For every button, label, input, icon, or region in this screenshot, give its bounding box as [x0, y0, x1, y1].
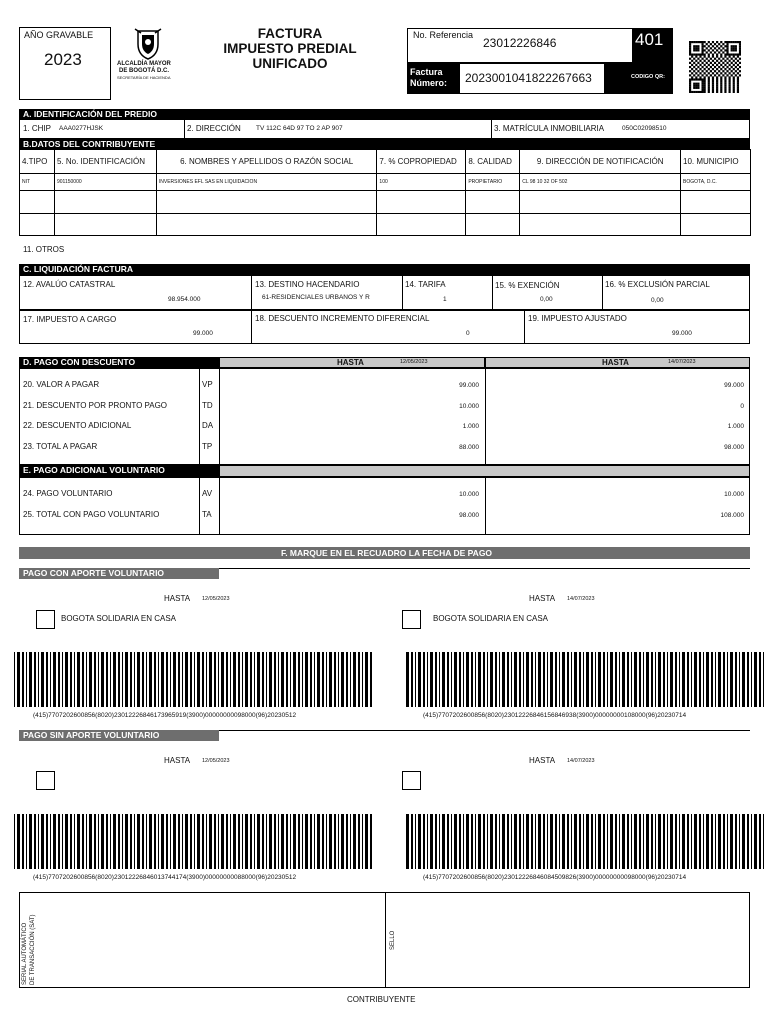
tarifa-label: 14. TARIFA — [405, 280, 446, 289]
cell-nombres: INVERSIONES EFL SAS EN LIQUIDACION — [156, 174, 377, 191]
avaluo-label: 12. AVALÚO CATASTRAL — [23, 280, 116, 289]
title-line-3: UNIFICADO — [252, 56, 328, 71]
matricula-value: 050C02098510 — [622, 125, 667, 132]
pago-descuento-row-code: DA — [202, 421, 214, 430]
referencia-value: 23012226846 — [483, 36, 557, 50]
pago-descuento-row-code: VP — [202, 380, 213, 389]
logo-text-1: ALCALDÍA MAYOR — [117, 61, 171, 67]
sello-label: SELLO — [390, 930, 396, 950]
impuesto-label: 17. IMPUESTO A CARGO — [23, 315, 117, 324]
barcode-sin-aporte-2 — [406, 814, 764, 869]
con-hasta-date-1: 12/05/2023 — [202, 596, 230, 602]
destino-label: 13. DESTINO HACENDARIO — [255, 280, 360, 289]
destino-value: 61-RESIDENCIALES URBANOS Y R — [262, 294, 370, 301]
exencion-label: 15. % EXENCIÓN — [495, 281, 560, 290]
ajustado-value: 99.000 — [672, 330, 692, 337]
cell-municipio: BOGOTA, D.C. — [681, 174, 751, 191]
cell-calidad: PROPIETARIO — [466, 174, 520, 191]
code-401: 401 — [635, 30, 664, 49]
pago-voluntario-row-value-2: 108.000 — [720, 511, 744, 519]
pago-voluntario-row-label: 24. PAGO VOLUNTARIO — [23, 489, 113, 498]
pago-voluntario-row-code: AV — [202, 489, 213, 498]
header-calidad: 8. CALIDAD — [466, 150, 520, 174]
exclusion-value: 0,00 — [651, 297, 664, 304]
pago-voluntario-row-code: TA — [202, 509, 212, 519]
exencion-value: 0,00 — [540, 296, 553, 303]
barcode-caption-3: (415)7707202600856(8020)23012226846013744174(3900)00000000088000(96)20230512 — [33, 874, 297, 881]
cell-direccion-notificacion: CL 98 10 32 OF 502 — [520, 174, 681, 191]
pago-voluntario-row-value-1: 98.000 — [459, 511, 479, 519]
bogota-logo — [115, 28, 181, 86]
pago-descuento-row-label: 22. DESCUENTO ADICIONAL — [23, 421, 132, 430]
factura-label-1: Factura — [410, 67, 443, 77]
impuesto-value: 99.000 — [193, 330, 213, 337]
direccion-value: TV 112C 64D 97 TO 2 AP 907 — [256, 125, 343, 132]
header-municipio: 10. MUNICIPIO — [681, 150, 751, 174]
pago-descuento-row-label: 21. DESCUENTO POR PRONTO PAGO — [23, 400, 168, 410]
avaluo-value: 98.954.000 — [168, 296, 201, 303]
exclusion-label: 16. % EXCLUSIÓN PARCIAL — [605, 280, 710, 289]
otros-label: 11. OTROS — [23, 245, 65, 254]
factura-label-box — [407, 63, 459, 94]
document-title — [210, 26, 370, 71]
sin-hasta-date-1: 12/05/2023 — [202, 758, 230, 764]
pago-descuento-row-value-2: 0 — [740, 402, 744, 410]
ano-gravable-label: AÑO GRAVABLE — [24, 30, 94, 40]
hasta-header-1 — [219, 357, 485, 368]
cell-tipo: NIT — [20, 174, 55, 191]
bogota-solidaria-2: BOGOTA SOLIDARIA EN CASA — [433, 614, 548, 623]
sin-hasta-label-2: HASTA — [529, 756, 556, 765]
section-e-body — [19, 477, 750, 535]
barcode-caption-2: (415)7707202600856(8020)23012226846156846938(3900)00000000108000(96)20230714 — [423, 712, 687, 719]
pago-descuento-row-value-1: 88.000 — [459, 443, 479, 451]
factura-label-2: Número: — [410, 78, 448, 88]
code-401-box — [633, 28, 673, 63]
contribuyente-label: CONTRIBUYENTE — [347, 995, 416, 1004]
section-b-title: B.DATOS DEL CONTRIBUYENTE — [19, 139, 750, 149]
con-aporte-title: PAGO CON APORTE VOLUNTARIO — [19, 568, 219, 579]
matricula-label: 3. MATRÍCULA INMOBILIARIA — [494, 124, 605, 133]
factura-number-box — [459, 63, 605, 94]
title-line-1: FACTURA — [257, 26, 323, 41]
barcode-con-aporte-1 — [14, 652, 374, 707]
tarifa-value: 1 — [443, 296, 447, 303]
ajustado-label: 19. IMPUESTO AJUSTADO — [528, 314, 627, 323]
section-d-title: D. PAGO CON DESCUENTO — [19, 357, 219, 368]
title-line-2: IMPUESTO PREDIAL — [223, 41, 357, 56]
logo-text-2: DE BOGOTÁ D.C. — [119, 68, 170, 74]
sin-hasta-date-2: 14/07/2023 — [567, 758, 595, 764]
pago-voluntario-row-label: 25. TOTAL CON PAGO VOLUNTARIO — [23, 509, 160, 519]
factura-number: 2023001041822267663 — [465, 71, 592, 85]
section-f-title-text: F. MARQUE EN EL RECUADRO LA FECHA DE PAGO — [280, 548, 493, 558]
pago-descuento-row-code: TD — [202, 400, 213, 410]
checkbox-sin-aporte-1[interactable] — [36, 771, 55, 790]
descuento-diferencial-label: 18. DESCUENTO INCREMENTO DIFERENCIAL — [255, 314, 430, 323]
checkbox-con-aporte-2[interactable] — [402, 610, 421, 629]
qr-label-box — [605, 63, 673, 94]
barcode-caption-1: (415)7707202600856(8020)2301222684617396591​9(3900)00000000098000(96)20230512 — [33, 712, 297, 719]
pago-descuento-row-label: 23. TOTAL A PAGAR — [23, 441, 98, 451]
hasta-label-1: HASTA — [337, 358, 364, 367]
checkbox-con-aporte-1[interactable] — [36, 610, 55, 629]
qr-label: CODIGO QR: — [631, 74, 665, 80]
header-nombres: 6. NOMBRES Y APELLIDOS O RAZÓN SOCIAL — [156, 150, 377, 174]
cell-copropiedad: 100 — [377, 174, 466, 191]
section-a-title: A. IDENTIFICACIÓN DEL PREDIO — [19, 109, 750, 119]
descuento-diferencial-value: 0 — [466, 330, 470, 337]
header-identificacion: 5. No. IDENTIFICACIÓN — [54, 150, 156, 174]
hasta-label-2: HASTA — [602, 358, 629, 367]
pago-descuento-row-code: TP — [202, 441, 213, 451]
pago-descuento-row-value-2: 98.000 — [724, 443, 744, 451]
referencia-label: No. Referencia — [413, 30, 474, 40]
checkbox-sin-aporte-2[interactable] — [402, 771, 421, 790]
sin-hasta-label-1: HASTA — [164, 756, 191, 765]
barcode-sin-aporte-1 — [14, 814, 374, 869]
serial-label-1: SERIAL AUTOMÁTICO — [22, 922, 28, 985]
section-d-body — [19, 368, 750, 465]
con-hasta-label-2: HASTA — [529, 594, 556, 603]
chip-label: 1. CHIP — [23, 124, 52, 133]
pago-descuento-row-value-1: 99.000 — [459, 382, 479, 389]
barcode-con-aporte-2 — [406, 652, 764, 707]
sin-aporte-title: PAGO SIN APORTE VOLUNTARIO — [19, 730, 219, 741]
chip-value: AAA0277HJSK — [59, 125, 104, 132]
contribuyente-table — [19, 149, 751, 236]
bogota-solidaria-1: BOGOTA SOLIDARIA EN CASA — [61, 614, 176, 623]
header-copropiedad: 7. % COPROPIEDAD — [377, 150, 466, 174]
ano-gravable-box — [19, 27, 111, 100]
direccion-label: 2. DIRECCIÓN — [187, 124, 241, 133]
pago-descuento-row-value-2: 99.000 — [724, 382, 744, 389]
pago-descuento-row-value-1: 1.000 — [462, 423, 479, 430]
pago-descuento-row-label: 20. VALOR A PAGAR — [23, 380, 100, 389]
con-hasta-label-1: HASTA — [164, 594, 191, 603]
barcode-caption-4: (415)7707202600856(8020)23012226846084509826(3900)00000000098000(96)20230714 — [423, 874, 687, 881]
qr-code-icon — [689, 41, 741, 93]
section-e-title: E. PAGO ADICIONAL VOLUNTARIO — [19, 465, 219, 477]
serial-label-2: DE TRANSACCIÓN (SAT) — [30, 914, 36, 985]
pago-descuento-row-value-2: 1.000 — [727, 423, 744, 430]
header-direccion-notificacion: 9. DIRECCIÓN DE NOTIFICACIÓN — [520, 150, 681, 174]
pago-descuento-row-value-1: 10.000 — [459, 402, 479, 410]
pago-voluntario-row-value-2: 10.000 — [724, 491, 744, 498]
hasta-header-2 — [485, 357, 750, 368]
hasta-date-1: 12/05/2023 — [400, 359, 428, 365]
coat-of-arms-icon — [133, 28, 163, 60]
ano-gravable-value: 2023 — [44, 50, 82, 69]
section-c-title: C. LIQUIDACIÓN FACTURA — [19, 264, 750, 275]
header-tipo: 4.TIPO — [20, 150, 55, 174]
serial-label — [21, 915, 37, 985]
hasta-date-2: 14/07/2023 — [668, 359, 696, 365]
referencia-box — [407, 28, 633, 63]
logo-text-3: SECRETARÍA DE HACIENDA — [117, 75, 171, 80]
con-hasta-date-2: 14/07/2023 — [567, 596, 595, 602]
pago-voluntario-row-value-1: 10.000 — [459, 491, 479, 498]
cell-identificacion: 901150000 — [54, 174, 156, 191]
section-f-title — [19, 547, 750, 559]
